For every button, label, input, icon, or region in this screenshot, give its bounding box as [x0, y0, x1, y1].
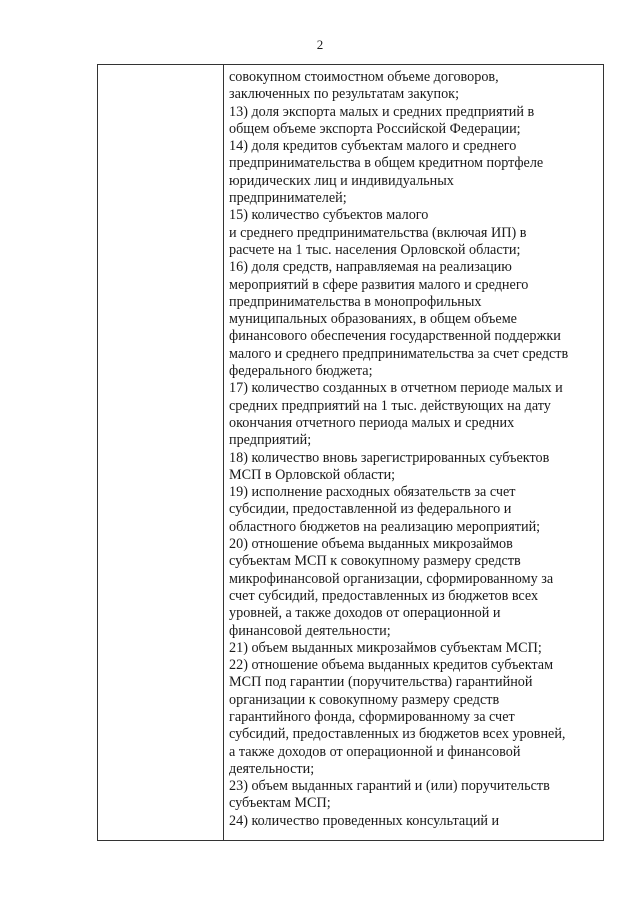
table-text-line: 16) доля средств, направляемая на реализацию [229, 259, 512, 276]
table-text-line: 17) количество созданных в отчетном периоде малых и [229, 380, 563, 397]
table-text-line: деятельности; [229, 760, 315, 777]
table-text-line: предпринимательства в монопрофильных [229, 293, 482, 310]
table-text-line: 14) доля кредитов субъектам малого и среднего [229, 138, 517, 155]
table-text-line: предпринимательства в общем кредитном портфеле [229, 155, 544, 172]
indicator-table [97, 64, 604, 841]
table-text-line: предпринимателей; [229, 190, 347, 207]
table-text-line: малого и среднего предпринимательства за счет средств [229, 345, 569, 362]
table-text-line: а также доходов от операционной и финансовой [229, 743, 521, 760]
table-text-line: микрофинансовой организации, сформированному за [229, 570, 554, 587]
table-text-line: уровней, а также доходов от операционной и [229, 605, 501, 622]
table-text-line: окончания отчетного периода малых и средних [229, 414, 515, 431]
table-text-line: заключенных по результатам закупок; [229, 86, 460, 103]
table-text-line: финансового обеспечения государственной поддержки [229, 328, 561, 345]
table-text-line: 24) количество проведенных консультаций и [229, 812, 500, 829]
table-left-column [98, 65, 224, 840]
page-number: 2 [316, 37, 324, 52]
table-text-line: расчете на 1 тыс. населения Орловской области; [229, 241, 521, 258]
table-text-line: мероприятий в сфере развития малого и среднего [229, 276, 529, 293]
table-text-line: организации к совокупному размеру средств [229, 691, 500, 708]
table-text-line: 18) количество вновь зарегистрированных субъектов [229, 449, 550, 466]
table-text-line: 20) отношение объема выданных микрозаймов [229, 536, 513, 553]
table-text-line: счет субсидий, предоставленных из бюджетов всех [229, 587, 539, 604]
table-text-line: гарантийного фонда, сформированному за счет [229, 708, 515, 725]
table-text-line: субсидии, предоставленной из федерального и [229, 501, 512, 518]
table-text-line: 13) доля экспорта малых и средних предприятий в [229, 103, 535, 120]
table-text-line: субсидий, предоставленных из бюджетов всех уровней, [229, 726, 566, 743]
table-text-line: средних предприятий на 1 тыс. действующих на дату [229, 397, 551, 414]
table-text-line: 22) отношение объема выданных кредитов субъектам [229, 657, 554, 674]
table-text-line: федерального бюджета; [229, 363, 373, 380]
table-text-line: финансовой деятельности; [229, 622, 391, 639]
table-text-line: юридических лиц и индивидуальных [229, 172, 454, 189]
table-text-line: общем объеме экспорта Российской Федерации; [229, 120, 521, 137]
table-text-line: МСП под гарантии (поручительства) гарантийной [229, 674, 533, 691]
table-text-line: субъектам МСП; [229, 795, 331, 812]
table-text-line: и среднего предпринимательства (включая ИП) в [229, 224, 527, 241]
table-text-line: 15) количество субъектов малого [229, 207, 429, 224]
table-text-line: 23) объем выданных гарантий и (или) поручительств [229, 778, 550, 795]
table-text-line: 19) исполнение расходных обязательств за счет [229, 484, 516, 501]
table-right-column [229, 69, 599, 830]
table-text-line: совокупном стоимостном объеме договоров, [229, 69, 499, 85]
table-text-line: муниципальных образованиях, в общем объеме [229, 311, 517, 328]
table-text-line: областного бюджетов на реализацию мероприятий; [229, 518, 541, 535]
table-text-line: предприятий; [229, 432, 312, 449]
table-text-line: МСП в Орловской области; [229, 466, 396, 483]
table-text-line: субъектам МСП к совокупному размеру средств [229, 553, 521, 570]
table-text-line: 21) объем выданных микрозаймов субъектам МСП; [229, 639, 542, 656]
